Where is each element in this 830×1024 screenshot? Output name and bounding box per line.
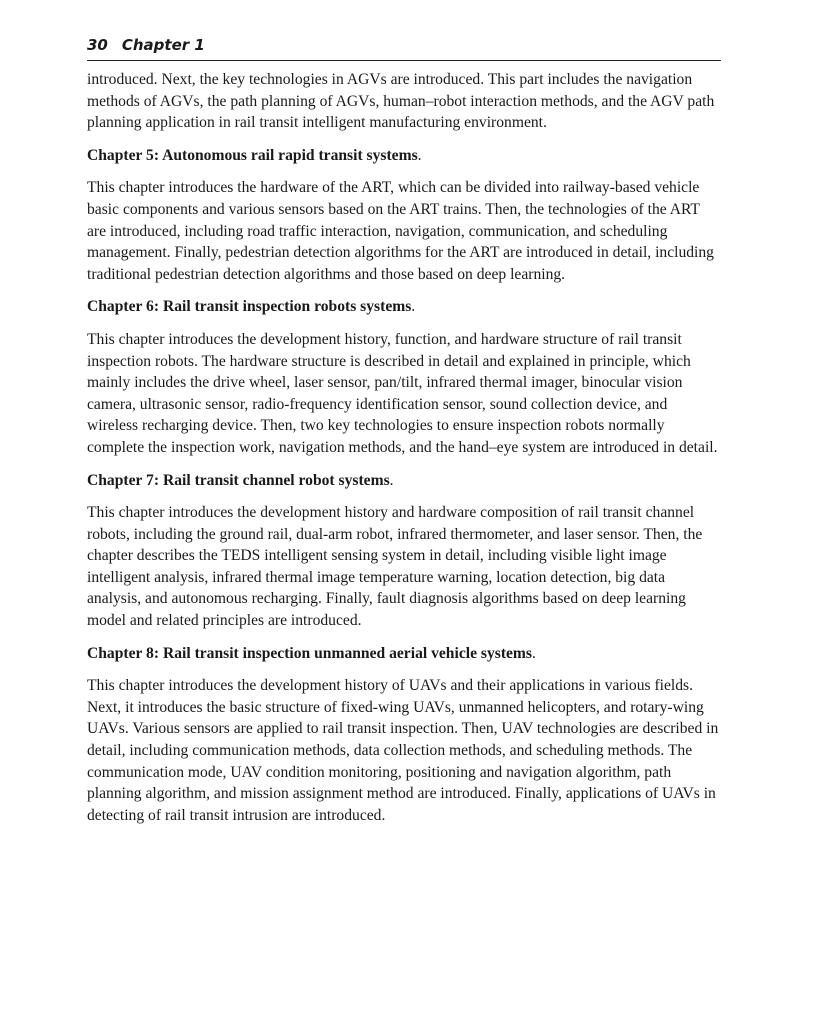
chapter-7-heading-period: . — [389, 471, 394, 489]
chapter-8-heading-period: . — [532, 644, 536, 662]
chapter-5-heading — [87, 145, 721, 167]
chapter-5-paragraph: This chapter introduces the hardware of the ART, which can be divided into railway-based vehicle basic components and various sensors based on the ART trains. Then, the technologies of the ART are introduced, including road traffic interaction, navigation, communication, and scheduling management. Finally, pedestrian detection algorithms for the ART are introduced in detail, including traditional pedestrian detection algorithms and those based on deep learning. — [87, 179, 714, 283]
chapter-6-heading — [87, 296, 721, 318]
chapter-7-heading — [87, 470, 721, 492]
chapter-8-title: Chapter 8: Rail transit inspection unmanned aerial vehicle systems — [87, 644, 532, 662]
chapter-7-paragraph: This chapter introduces the development history and hardware composition of rail transit channel robots, including the ground rail, dual-arm robot, infrared thermometer, and laser sensor. Then, the chapter describes the TEDS intelligent sensing system in detail, including visible light image intelligent analysis, infrared thermal image temperature warning, location detection, big data analysis, and autonomous recharging. Finally, fault diagnosis algorithms based on deep learning model and related principles are introduced. — [87, 504, 703, 630]
page-number: 30 — [87, 36, 108, 54]
running-head — [87, 36, 721, 61]
chapter-6-paragraph: This chapter introduces the development history, function, and hardware structure of rail transit inspection robots. The hardware structure is described in detail and explained in principle, which mainly includes the drive wheel, laser sensor, pan/tilt, infrared thermal imager, binocular vision camera, ultrasonic sensor, radio-frequency identification sensor, sound collection device, and wireless recharging device. Then, two key technologies to ensure inspection robots normally complete the inspection work, navigation methods, and the hand–eye system are introduced in detail. — [87, 330, 718, 456]
chapter-5-heading-period: . — [417, 146, 422, 164]
body-text — [87, 69, 721, 826]
chapter-6-heading-period: . — [411, 298, 416, 316]
chapter-5-title: Chapter 5: Autonomous rail rapid transit systems — [87, 146, 418, 164]
intro-paragraph: introduced. Next, the key technologies in AGVs are introduced. This part includes the navigation methods of AGVs, the path planning of AGVs, human–robot interaction methods, and the AGV path planning application in rail transit intelligent manufacturing environment. — [87, 71, 715, 132]
chapter-8-heading — [87, 643, 721, 665]
chapter-6-title: Chapter 6: Rail transit inspection robots systems — [87, 298, 412, 316]
book-page — [87, 36, 721, 837]
chapter-label: Chapter 1 — [121, 36, 205, 54]
chapter-7-title: Chapter 7: Rail transit channel robot systems — [87, 471, 390, 489]
chapter-8-paragraph: This chapter introduces the development history of UAVs and their applications in various fields. Next, it introduces the basic structure of fixed-wing UAVs, unmanned helicopters, and rotary-wing UAVs. Various sensors are applied to rail transit inspection. Then, UAV technologies are described in detail, including communication methods, data collection methods, and scheduling methods. The communication mode, UAV condition monitoring, positioning and navigation algorithm, path planning algorithm, and mission assignment method are introduced. Finally, applications of UAVs in detecting of rail transit intrusion are introduced. — [87, 677, 719, 824]
